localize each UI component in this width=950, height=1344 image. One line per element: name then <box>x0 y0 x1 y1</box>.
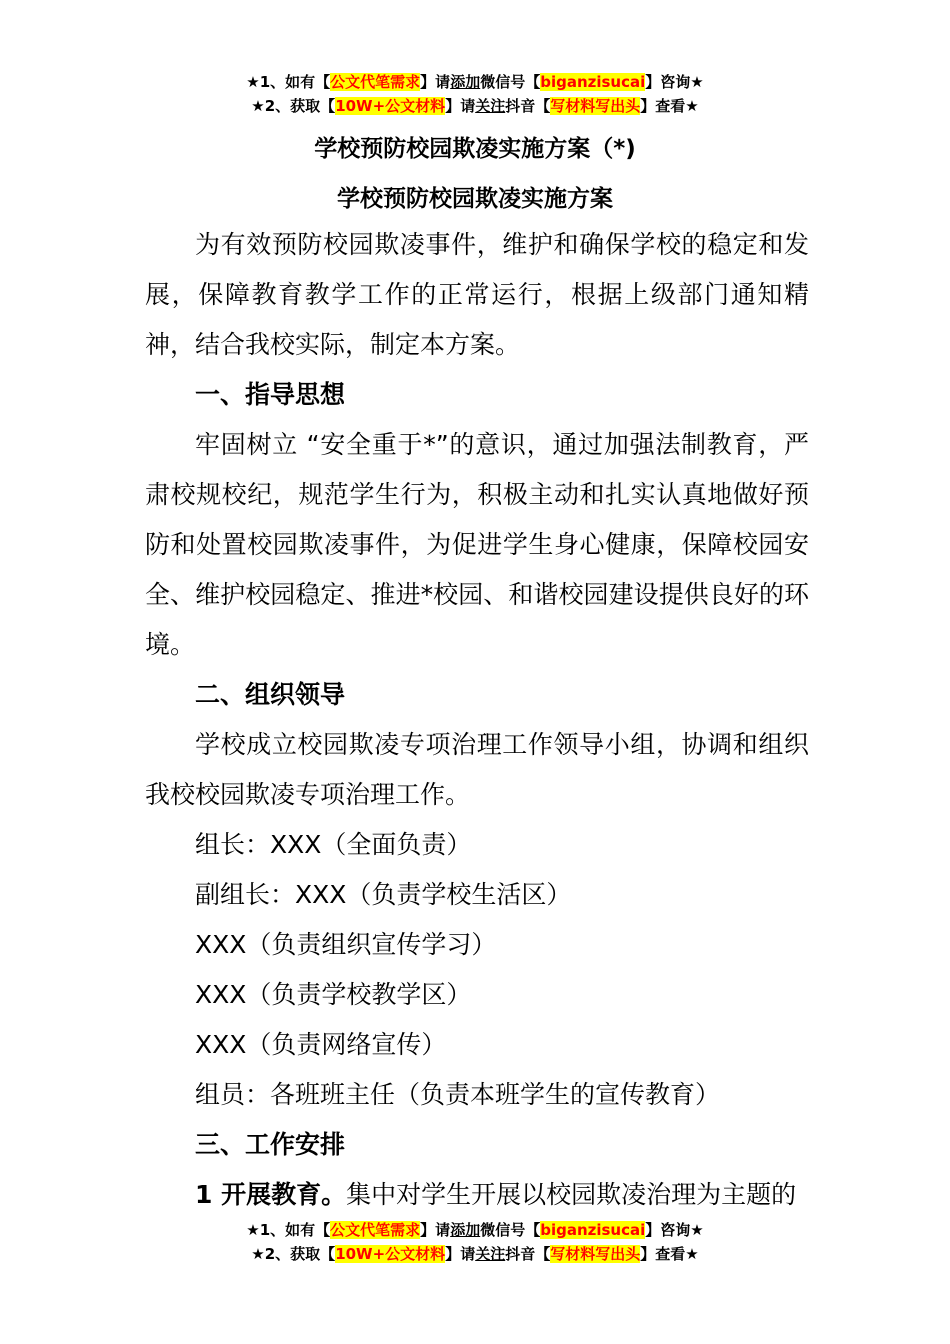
banner-highlight: biganzisucai <box>540 1221 646 1239</box>
document-body <box>145 220 809 1220</box>
arrangement-paragraph: 1 开展教育。集中对学生开展以校园欺凌治理为主题的 <box>195 1180 797 1209</box>
banner-line-1: ★1、如有【公文代笔需求】请添加微信号【biganzisucai】咨询★ <box>246 73 704 91</box>
member-item: 组员：各班班主任（负责本班学生的宣传教育） <box>195 1080 721 1109</box>
banner-highlight: biganzisucai <box>540 73 646 91</box>
banner-line-2: ★2、获取【10W+公文材料】请关注抖音【写材料写出头】查看★ <box>251 1245 699 1263</box>
member-item: XXX（负责学校教学区） <box>195 980 472 1009</box>
banner-highlight: 公文代笔需求 <box>330 73 421 91</box>
organization-paragraph: 学校成立校园欺凌专项治理工作领导小组，协调和组织我校校园欺凌专项治理工作。 <box>145 730 809 809</box>
banner-line-1: ★1、如有【公文代笔需求】请添加微信号【biganzisucai】咨询★ <box>246 1221 704 1239</box>
member-item: XXX（负责组织宣传学习） <box>195 930 497 959</box>
member-item: 副组长：XXX（负责学校生活区） <box>195 880 572 909</box>
guiding-paragraph: 牢固树立 “安全重于*”的意识，通过加强法制教育，严肃校规校纪，规范学生行为，积极主动和扎实认真地做好预防和处置校园欺凌事件，为促进学生身心健康，保障校园安全、维护校园稳定、推进*校园、和谐校园建设提供良好的环境。 <box>145 430 809 659</box>
section-heading: 一、指导思想 <box>195 380 346 409</box>
document-subtitle: 学校预防校园欺凌实施方案 <box>337 186 613 212</box>
banner-highlight: 10W+公文材料 <box>335 97 446 115</box>
item-label: 1 开展教育。 <box>195 1180 347 1209</box>
member-item: 组长：XXX（全面负责） <box>195 830 472 859</box>
banner-line-2: ★2、获取【10W+公文材料】请关注抖音【写材料写出头】查看★ <box>251 97 699 115</box>
document-title: 学校预防校园欺凌实施方案（*) <box>314 136 636 162</box>
banner-highlight: 写材料写出头 <box>550 97 641 115</box>
intro-paragraph: 为有效预防校园欺凌事件，维护和确保学校的稳定和发展，保障教育教学工作的正常运行，根据上级部门通知精神，结合我校实际，制定本方案。 <box>145 230 809 359</box>
banner-highlight: 10W+公文材料 <box>335 1245 446 1263</box>
banner-highlight: 公文代笔需求 <box>330 1221 421 1239</box>
banner-highlight: 写材料写出头 <box>550 1245 641 1263</box>
member-item: XXX（负责网络宣传） <box>195 1030 447 1059</box>
top-banner <box>0 70 950 118</box>
section-heading: 二、组织领导 <box>195 680 346 709</box>
bottom-banner <box>0 1218 950 1266</box>
section-heading: 三、工作安排 <box>195 1130 346 1159</box>
